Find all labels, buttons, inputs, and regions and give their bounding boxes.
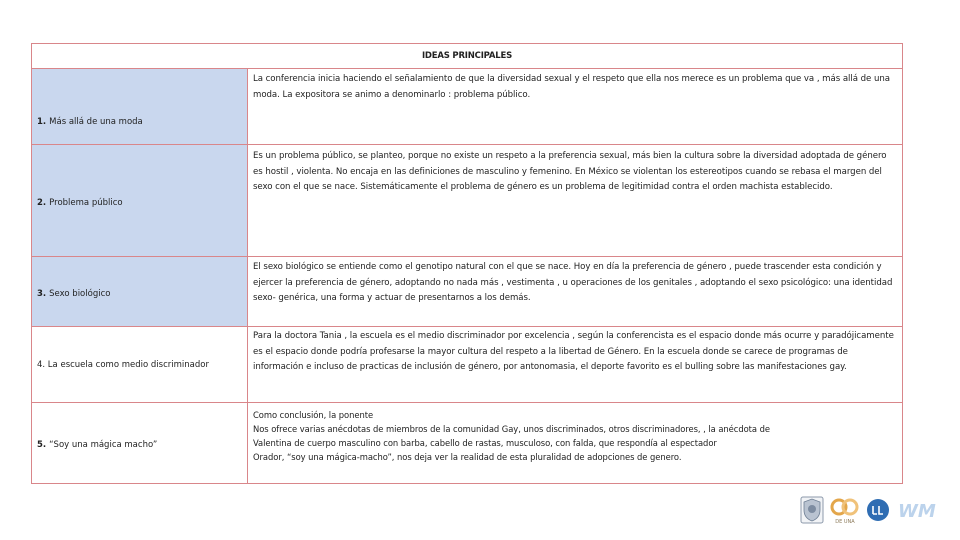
table-title: IDEAS PRINCIPALES [32, 44, 902, 69]
row-label [32, 257, 248, 326]
table-row [32, 257, 902, 327]
row-label [32, 327, 248, 402]
row-description: Para la doctora Tania , la escuela es el medio discriminador por excelencia , según la conferencista es el espacio donde más ocurre y paradójicamente es el espacio donde podría profesarse la mayor cultura del respeto a la libertad de Género. En la escuela donde se carece de programas de información e incluso de practicas de inclusión de género, por antonomasia, el deporte favorito es el bulling sobre las manifestaciones gay. [253, 331, 894, 372]
institution-circle-logo [866, 498, 890, 522]
row-label-text: Sexo biológico [49, 289, 111, 299]
wm-logo-text: WM [898, 501, 936, 522]
table-row [32, 327, 902, 403]
conclusion-line: Nos ofrece varias anécdotas de miembros de la comunidad Gay, unos discriminados, otros discriminadores, , la anécdota de [253, 424, 770, 434]
ideas-table [31, 43, 903, 484]
row-number: 2. [37, 198, 47, 208]
table-row [32, 145, 902, 257]
row-description: Es un problema público, se planteo, porque no existe un respeto a la preferencia sexual, más bien la cultura sobre la diversidad adoptada de género es hostil , violenta. No encaja en las definiciones de masculino y femenino. En México se violentan los estereotipos cuando se rebasa el margen del sexo con el que se nace. Sistemáticamente el problema de género es un problema de legitimidad contra el orden machista establecido. [253, 151, 887, 192]
anniversary-logo [830, 495, 860, 525]
footer-logos [800, 494, 940, 526]
row-number: 1. [37, 117, 47, 127]
row-label-text: Problema público [49, 198, 123, 208]
conclusion-line: Como conclusión, la ponente [253, 410, 374, 420]
conclusion-line: Valentina de cuerpo masculino con barba, cabello de rastas, musculoso, con falda, que respondía al espectador [253, 438, 717, 448]
row-label [32, 69, 248, 144]
row-description [248, 403, 902, 483]
row-label-text: 4. La escuela como medio discriminador [37, 359, 209, 370]
university-seal-logo [800, 496, 824, 524]
table-row [32, 403, 902, 483]
row-label-text: Más allá de una moda [49, 117, 143, 127]
row-description: El sexo biológico se entiende como el genotipo natural con el que se nace. Hoy en día la preferencia de género , puede trascender esta condición y ejercer la preferencia de género, adoptando no nada más , vestimenta , u operaciones de los genitales , adoptando el sexo psicológico: una identidad sexo- genérica, una forma y actuar de presentarnos a los demás. [253, 262, 893, 303]
row-label [32, 145, 248, 256]
wm-logo [896, 495, 940, 525]
row-label [32, 403, 248, 483]
anniversary-logo-text: DE UNA [835, 519, 855, 525]
row-number: 3. [37, 289, 47, 299]
row-label-text: “Soy una mágica macho” [49, 440, 158, 450]
table-row [32, 69, 902, 145]
row-number: 5. [37, 440, 47, 450]
row-description: La conferencia inicia haciendo el señalamiento de que la diversidad sexual y el respeto que ella nos merece es un problema que va , más allá de una moda. La expositora se animo a denominarlo : problema público. [253, 74, 890, 100]
conclusion-line: Orador, “soy una mágica-macho”, nos deja ver la realidad de esta pluralidad de adopciones de genero. [253, 452, 682, 462]
